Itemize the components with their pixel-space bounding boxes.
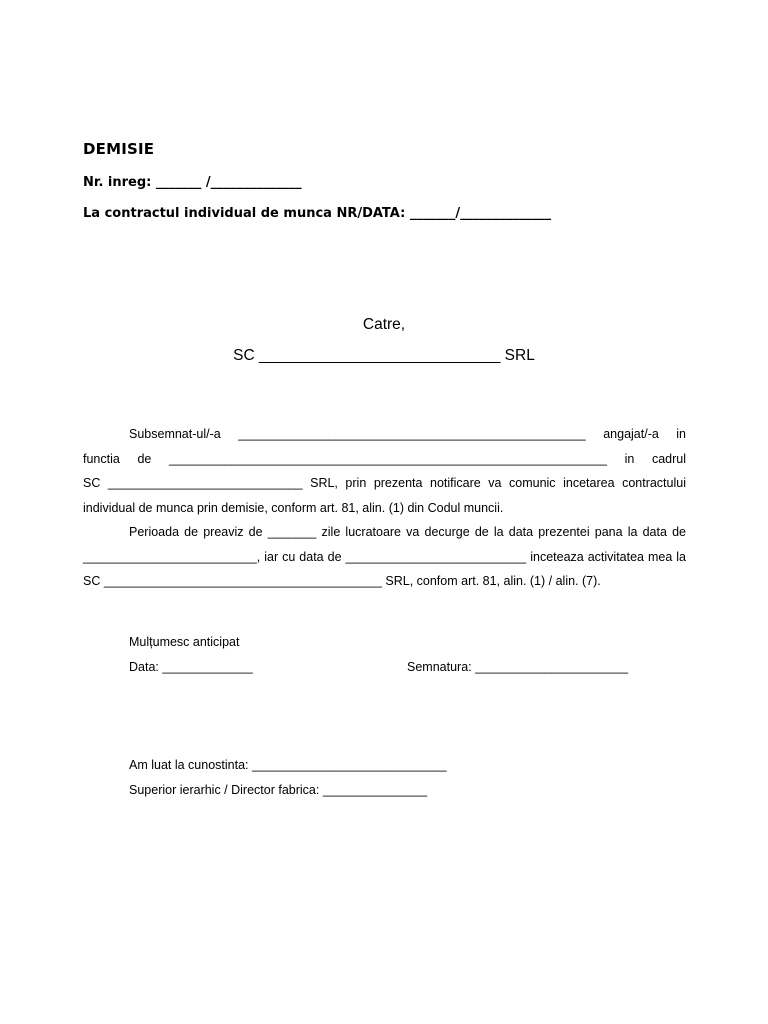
paragraph-line: individual de munca prin demisie, conform art. 81, alin. (1) din Codul muncii. — [83, 501, 504, 516]
paragraph-line: functia de _______________________________________________________________ in cadrul — [83, 451, 686, 466]
resignation-paragraph — [83, 422, 686, 521]
date-field-line: Data: _____________ — [129, 660, 253, 674]
addressee-label: Catre, — [362, 316, 406, 333]
acknowledgement-line: Am luat la cunostinta: ____________________________ — [129, 758, 447, 772]
thanks-line: Mulțumesc anticipat — [129, 635, 240, 649]
signature-field-line: Semnatura: ______________________ — [407, 660, 629, 674]
notice-period-paragraph — [83, 520, 686, 594]
company-name-line: SC ____________________________ SRL — [233, 347, 535, 364]
contract-reference-line: La contractul individual de munca NR/DATA: _______/______________ — [83, 206, 552, 221]
paragraph-line: Perioada de preaviz de _______ zile lucratoare va decurge de la data prezentei pana la data de — [129, 525, 686, 539]
paragraph-line: SC ____________________________ SRL, prin prezenta notificare va comunic incetarea contractului — [83, 476, 686, 491]
paragraph-line: Subsemnat-ul/-a __________________________________________________ angajat/-a in — [129, 427, 686, 441]
registration-number-line: Nr. inreg: _______ /______________ — [83, 175, 302, 190]
paragraph-line: SC ________________________________________ SRL, confom art. 81, alin. (1) / alin. (7). — [83, 574, 601, 589]
document-title: DEMISIE — [83, 140, 155, 158]
paragraph-line: _________________________, iar cu data de __________________________ inceteaza activitatea mea la — [83, 549, 686, 564]
superior-signature-line: Superior ierarhic / Director fabrica: _______________ — [129, 783, 428, 797]
